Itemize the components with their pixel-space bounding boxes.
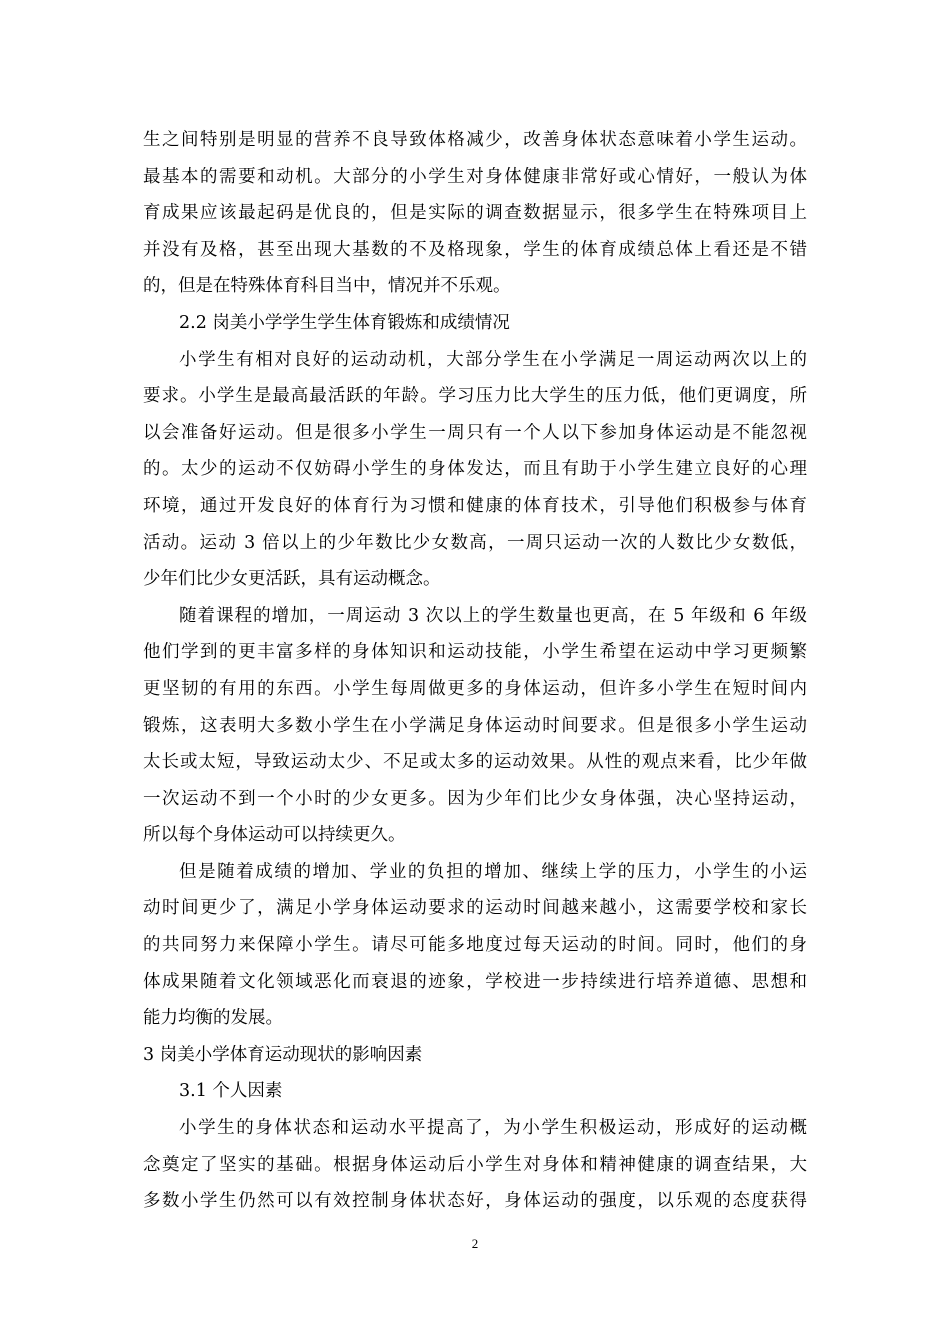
- text-line: 锻炼，这表明大多数小学生在小学满足身体运动时间要求。但是很多小学生运动: [143, 715, 807, 736]
- text-line: 并没有及格，甚至出现大基数的不及格现象，学生的体育成绩总体上看还是不错: [143, 239, 807, 260]
- text-line: 的共同努力来保障小学生。请尽可能多地度过每天运动的时间。同时，他们的身: [143, 935, 807, 956]
- text-line: 小学生的身体状态和运动水平提高了，为小学生积极运动，形成好的运动概: [179, 1118, 807, 1139]
- text-line: 小学生有相对良好的运动动机，大部分学生在小学满足一周运动两次以上的: [179, 349, 807, 370]
- text-line: 他们学到的更丰富多样的身体知识和运动技能，小学生希望在运动中学习更频繁: [143, 642, 807, 663]
- page-number: 2: [471, 1236, 479, 1251]
- text-line: 的，但是在特殊体育科目当中，情况并不乐观。: [143, 276, 511, 297]
- text-line: 更坚韧的有用的东西。小学生每周做更多的身体运动，但许多小学生在短时间内: [143, 678, 807, 699]
- text-line: 随着课程的增加，一周运动 3 次以上的学生数量也更高，在 5 年级和 6 年级: [179, 605, 807, 626]
- text-line: 环境，通过开发良好的体育行为习惯和健康的体育技术，引导他们积极参与体育: [143, 495, 807, 516]
- text-line: 最基本的需要和动机。大部分的小学生对身体健康非常好或心情好，一般认为体: [143, 166, 807, 187]
- text-line: 一次运动不到一个小时的少女更多。因为少年们比少女身体强，决心坚持运动，: [143, 788, 807, 809]
- text-line: 多数小学生仍然可以有效控制身体状态好，身体运动的强度，以乐观的态度获得: [143, 1191, 807, 1212]
- subsection-heading: 3.1 个人因素: [179, 1081, 283, 1102]
- subsection-heading: 2.2 岗美小学学生学生体育锻炼和成绩情况: [179, 312, 510, 333]
- section-heading: 3 岗美小学体育运动现状的影响因素: [143, 1044, 423, 1065]
- text-line: 但是随着成绩的增加、学业的负担的增加、继续上学的压力，小学生的小运: [179, 861, 807, 882]
- text-line: 体成果随着文化领域恶化而衰退的迹象，学校进一步持续进行培养道德、思想和: [143, 971, 807, 992]
- text-line: 生之间特别是明显的营养不良导致体格减少，改善身体状态意味着小学生运动。: [143, 130, 807, 150]
- text-line: 能力均衡的发展。: [143, 1008, 283, 1029]
- text-line: 念奠定了坚实的基础。根据身体运动后小学生对身体和精神健康的调查结果，大: [143, 1154, 807, 1175]
- text-line: 少年们比少女更活跃，具有运动概念。: [143, 569, 441, 590]
- text-line: 育成果应该最起码是优良的，但是实际的调查数据显示，很多学生在特殊项目上: [143, 203, 807, 224]
- body-text: [143, 122, 807, 1220]
- text-line: 所以每个身体运动可以持续更久。: [143, 825, 406, 846]
- text-line: 动时间更少了，满足小学身体运动要求的运动时间越来越小，这需要学校和家长: [143, 898, 807, 919]
- text-line: 要求。小学生是最高最活跃的年龄。学习压力比大学生的压力低，他们更调度，所: [143, 386, 807, 407]
- text-line: 的。太少的运动不仅妨碍小学生的身体发达，而且有助于小学生建立良好的心理: [143, 459, 807, 480]
- text-line: 以会准备好运动。但是很多小学生一周只有一个人以下参加身体运动是不能忽视: [143, 422, 807, 443]
- text-line: 太长或太短，导致运动太少、不足或太多的运动效果。从性的观点来看，比少年做: [143, 752, 807, 773]
- text-line: 活动。运动 3 倍以上的少年数比少女数高，一周只运动一次的人数比少女数低，: [143, 532, 807, 553]
